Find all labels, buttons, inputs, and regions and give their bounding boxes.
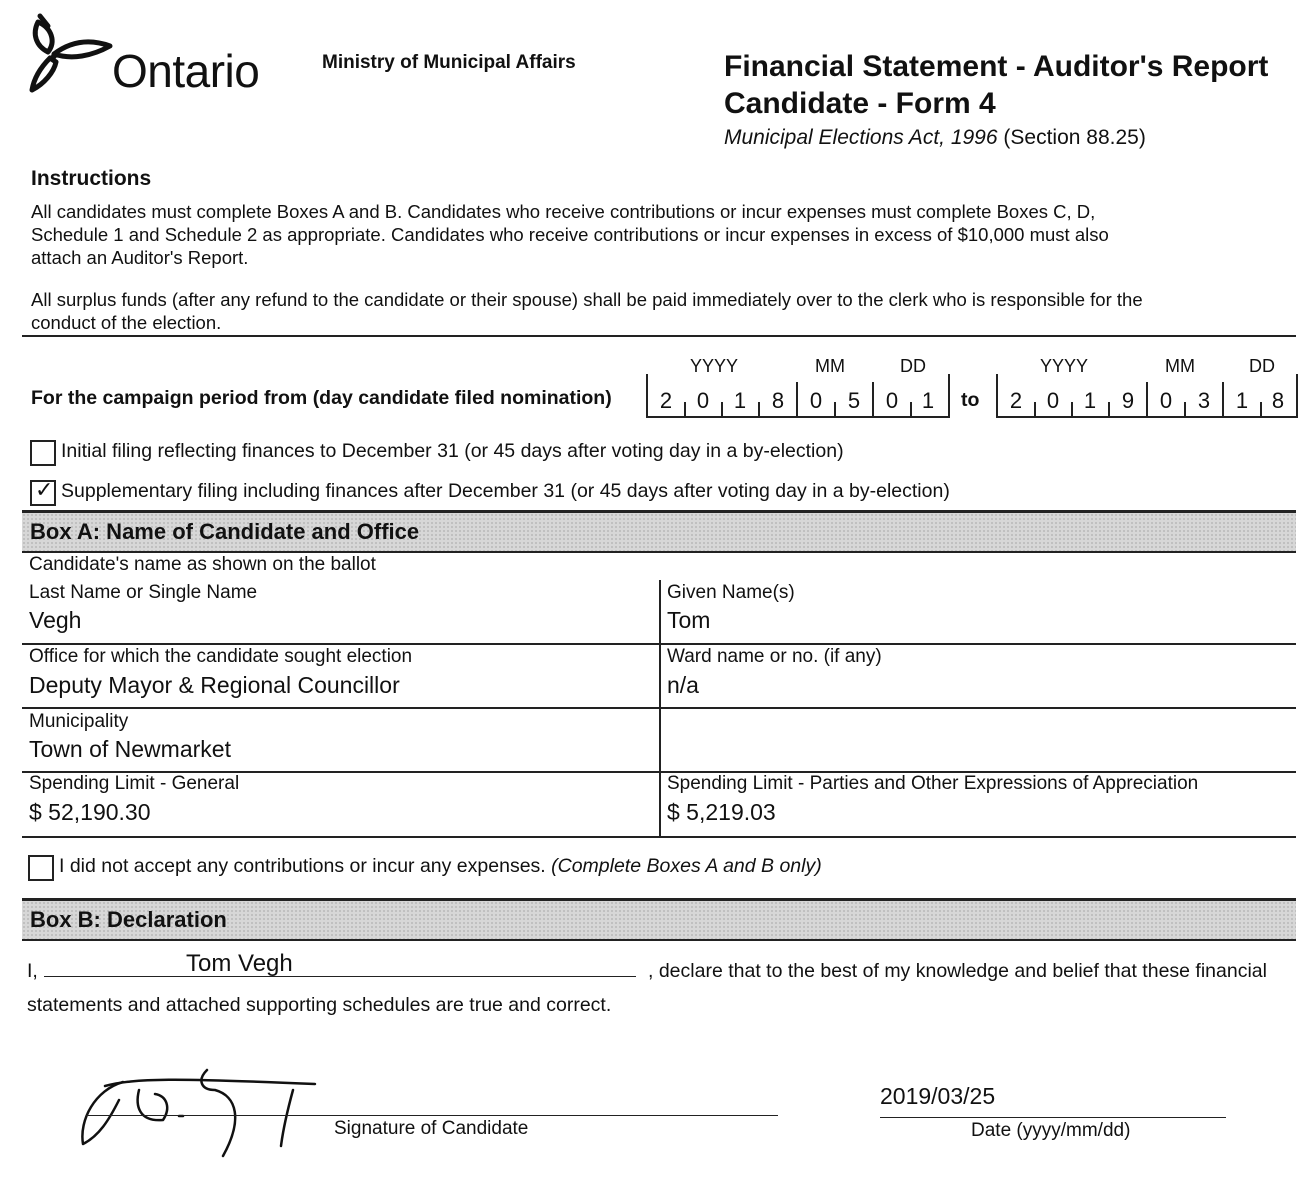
campaign-period-label: For the campaign period from (day candidate filed nomination) bbox=[31, 387, 612, 409]
date-field[interactable]: 2019/03/25 bbox=[880, 1083, 996, 1109]
act-name: Municipal Elections Act, 1996 bbox=[724, 126, 998, 149]
from-mm-header: MM bbox=[815, 356, 845, 376]
box-a-heading: Box A: Name of Candidate and Office bbox=[30, 519, 420, 544]
box-a-header bbox=[22, 510, 1296, 553]
act-section: (Section 88.25) bbox=[1003, 126, 1146, 149]
to-digit: 3 bbox=[1197, 388, 1211, 413]
to-digit: 1 bbox=[1083, 388, 1097, 413]
ministry-name: Ministry of Municipal Affairs bbox=[322, 52, 576, 73]
row-divider bbox=[22, 707, 1296, 709]
spending-limit-parties-field[interactable]: $ 5,219.03 bbox=[667, 799, 776, 825]
supplementary-filing-checkbox[interactable] bbox=[30, 480, 56, 506]
ward-field[interactable]: n/a bbox=[667, 672, 699, 698]
from-digit: 0 bbox=[696, 388, 710, 413]
from-yyyy-header: YYYY bbox=[690, 356, 739, 376]
to-label: to bbox=[961, 389, 980, 411]
office-label: Office for which the candidate sought election bbox=[29, 646, 413, 667]
to-digit: 1 bbox=[1235, 388, 1249, 413]
to-yyyy-header: YYYY bbox=[1040, 356, 1089, 376]
to-digit: 2 bbox=[1009, 388, 1023, 413]
instructions-para1 bbox=[31, 200, 1109, 269]
no-contributions-text bbox=[59, 855, 822, 878]
row-divider bbox=[22, 836, 1296, 838]
form-title-line1: Financial Statement - Auditor's Report bbox=[724, 50, 1269, 83]
from-digit: 8 bbox=[771, 388, 785, 413]
to-digit: 9 bbox=[1121, 388, 1135, 413]
form-title-line2: Candidate - Form 4 bbox=[724, 87, 996, 120]
act-reference bbox=[724, 126, 1146, 150]
column-divider bbox=[659, 580, 661, 838]
office-field[interactable]: Deputy Mayor & Regional Councillor bbox=[29, 672, 400, 698]
no-contributions-checkbox[interactable] bbox=[28, 855, 54, 881]
given-name-field[interactable]: Tom bbox=[667, 607, 711, 633]
to-digit: 0 bbox=[1046, 388, 1060, 413]
supplementary-filing-label: Supplementary filing including finances after December 31 (or 45 days after voting day in a by-election) bbox=[61, 480, 950, 502]
no-contributions-label: I did not accept any contributions or incur any expenses. bbox=[59, 855, 546, 877]
declarant-name-line bbox=[44, 976, 636, 977]
ballot-name-label: Candidate's name as shown on the ballot bbox=[29, 554, 376, 575]
declaration-prefix: I, bbox=[27, 960, 38, 982]
to-mm-header: MM bbox=[1165, 356, 1195, 376]
signature-line bbox=[86, 1115, 778, 1116]
from-digit: 0 bbox=[809, 388, 823, 413]
municipality-label: Municipality bbox=[29, 711, 129, 732]
date-label: Date (yyyy/mm/dd) bbox=[971, 1120, 1131, 1141]
declaration-text: , declare that to the best of my knowledge and belief that these financial bbox=[648, 960, 1267, 982]
signature-label: Signature of Candidate bbox=[334, 1118, 529, 1139]
from-digit: 1 bbox=[733, 388, 747, 413]
from-digit: 2 bbox=[659, 388, 673, 413]
from-dd-header: DD bbox=[900, 356, 926, 376]
given-name-label: Given Name(s) bbox=[667, 582, 795, 603]
instructions-line: All candidates must complete Boxes A and B. Candidates who receive contributions or incur expenses must complete Boxes C, D, bbox=[31, 201, 1096, 222]
municipality-field[interactable]: Town of Newmarket bbox=[29, 736, 231, 762]
spending-limit-general-label: Spending Limit - General bbox=[29, 773, 240, 794]
spending-limit-general-field[interactable]: $ 52,190.30 bbox=[29, 799, 151, 825]
box-b-heading: Box B: Declaration bbox=[30, 907, 227, 932]
last-name-field[interactable]: Vegh bbox=[29, 607, 82, 633]
box-b-header bbox=[22, 898, 1296, 941]
declarant-name-field[interactable]: Tom Vegh bbox=[186, 950, 293, 977]
to-dd-header: DD bbox=[1249, 356, 1275, 376]
from-digit: 0 bbox=[885, 388, 899, 413]
instructions-heading: Instructions bbox=[31, 167, 152, 190]
instructions-line: attach an Auditor's Report. bbox=[31, 247, 249, 268]
instructions-line: All surplus funds (after any refund to the candidate or their spouse) shall be paid immediately over to the clerk who is responsible for the bbox=[31, 289, 1143, 310]
ontario-wordmark: Ontario bbox=[112, 45, 260, 97]
ontario-trillium-logo-icon bbox=[26, 12, 118, 94]
from-digit: 5 bbox=[847, 388, 861, 413]
to-digit: 0 bbox=[1159, 388, 1173, 413]
ward-label: Ward name or no. (if any) bbox=[667, 646, 882, 667]
row-divider bbox=[22, 643, 1296, 645]
initial-filing-label: Initial filing reflecting finances to December 31 (or 45 days after voting day in a by-election) bbox=[61, 440, 844, 462]
check-mark-icon: ✓ bbox=[35, 478, 54, 503]
instructions-line: conduct of the election. bbox=[31, 312, 222, 333]
spending-limit-parties-label: Spending Limit - Parties and Other Expressions of Appreciation bbox=[667, 773, 1199, 794]
initial-filing-checkbox[interactable] bbox=[30, 440, 56, 466]
instructions-line: Schedule 1 and Schedule 2 as appropriate. Candidates who receive contributions or incur expenses in excess of $10,000 must also bbox=[31, 224, 1109, 245]
instructions-para2 bbox=[31, 288, 1143, 334]
declaration-text-line2: statements and attached supporting schedules are true and correct. bbox=[27, 994, 612, 1016]
no-contributions-note: (Complete Boxes A and B only) bbox=[551, 855, 822, 877]
date-line bbox=[880, 1117, 1226, 1118]
to-date-field[interactable] bbox=[996, 374, 1298, 418]
last-name-label: Last Name or Single Name bbox=[29, 582, 258, 603]
divider bbox=[22, 335, 1296, 337]
from-digit: 1 bbox=[921, 388, 935, 413]
to-digit: 8 bbox=[1271, 388, 1285, 413]
from-date-field[interactable] bbox=[646, 374, 950, 418]
